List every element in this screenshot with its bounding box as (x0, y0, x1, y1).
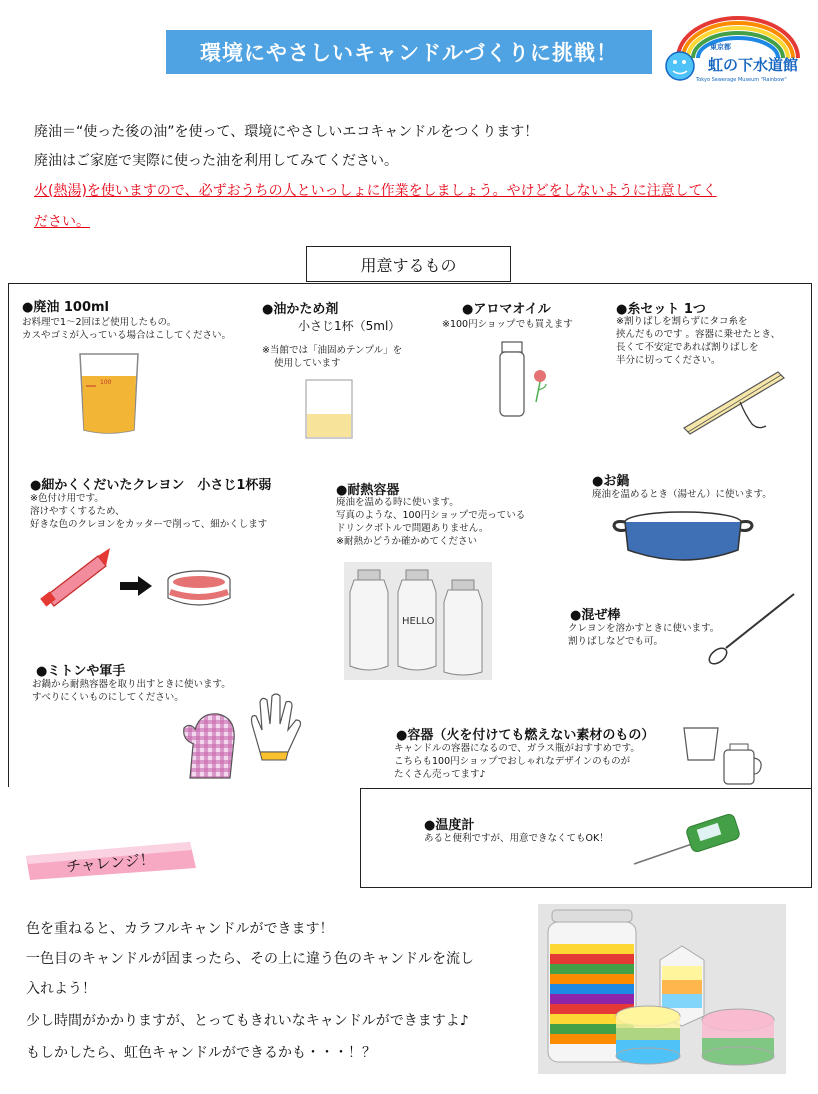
intro-line2: 廃油はご家庭で実際に使った油を利用してみてください。 (34, 153, 398, 169)
container-title: ●容器（火を付けても燃えない素材のもの） (396, 728, 655, 743)
hardener-note-1: ※当館では「油固めテンプル」を (262, 345, 403, 356)
mitten-note-1: お鍋から耐熱容器を取り出すときに使います。 (32, 679, 231, 690)
heatproof-note-4: ※耐熱かどうか確かめてください (336, 536, 477, 547)
challenge-line-3: 入れよう！ (26, 981, 96, 997)
thermometer-title: ●温度計 (424, 818, 475, 833)
work-glove-icon (240, 690, 306, 762)
oil-note-2: カスやゴミが入っている場合はこしてください。 (22, 330, 232, 341)
stirrer-note-1: クレヨンを溶かすときに使います。 (568, 623, 720, 634)
warning-line1: 火(熱湯)を使いますので、必ずおうちの人といっしょに作業をしましょう。やけどをしないように注意してく (34, 183, 717, 199)
container-note-3: たくさん売ってます♪ (394, 769, 486, 780)
logo-line3: Tokyo Sewerage Museum "Rainbow" (696, 77, 787, 83)
crayon-note-2: 溶けやすくするため、 (30, 506, 125, 517)
pot-icon (610, 506, 756, 568)
stirrer-spoon-icon (704, 588, 800, 672)
thermometer-note: あると便利ですが、用意できなくてもOK！ (424, 833, 609, 844)
challenge-line-2: 一色目のキャンドルが固まったら、その上に違う色のキャンドルを流し (26, 951, 474, 967)
mitten-title: ●ミトンや軍手 (36, 664, 126, 679)
hardener-title: ●油かため剤 (262, 302, 339, 317)
crayon-title: ●細かくくだいたクレヨン 小さじ1杯弱 (30, 478, 272, 493)
challenge-line-5: もしかしたら、虹色キャンドルができるかも・・・！？ (26, 1045, 376, 1061)
beaker-oil-icon (72, 346, 146, 436)
mitten-note-2: すべりにくいものにしてください。 (32, 692, 184, 703)
aroma-bottle-icon (494, 340, 558, 420)
challenge-line-4: 少し時間がかかりますが、とってもきれいなキャンドルができますよ♪ (26, 1013, 469, 1029)
oil-title: ●廃油 100ml (22, 300, 110, 315)
rainbow-candles-photo (538, 904, 786, 1074)
hardener-pack-icon (304, 378, 354, 440)
hardener-note-2: 使用しています (274, 358, 341, 369)
wick-note-3: 長くて不安定であれば割りばしを (616, 342, 759, 353)
crayon-note-3: 好きな色のクレヨンをカッターで削って、細かくします (30, 519, 268, 530)
stirrer-title: ●混ぜ棒 (570, 608, 621, 623)
museum-logo (660, 14, 810, 100)
aroma-title: ●アロマオイル (462, 302, 551, 317)
thermometer-icon (630, 810, 744, 870)
arrow-right-icon (120, 576, 152, 596)
heatproof-note-2: 写真のような、100円ショップで売っている (336, 510, 526, 521)
warning-line2: ださい。 (34, 214, 90, 230)
glass-container-icon (680, 724, 770, 790)
wick-note-4: 半分に切ってください。 (616, 355, 721, 366)
page-title: 環境にやさしいキャンドルづくりに挑戦！ (166, 30, 652, 74)
oil-note-1: お料理で1～2回ほど使用したもの。 (22, 317, 177, 328)
heatproof-note-3: ドリンクボトルで問題ありません。 (336, 523, 489, 534)
wick-note-2: 挟んだものです 。容器に乗せたとき、 (616, 329, 781, 340)
chopstick-wick-icon (680, 366, 790, 438)
challenge-line-1: 色を重ねると、カラフルキャンドルができます！ (26, 921, 334, 937)
container-note-2: こちらも100円ショップでおしゃれなデザインのものが (394, 756, 631, 767)
bottle-label: HELLO (402, 616, 435, 627)
challenge-label: チャレンジ！ (65, 850, 156, 876)
container-note-1: キャンドルの容器になるので、ガラス瓶がおすすめです。 (394, 743, 640, 754)
crushed-crayon-dish-icon (164, 566, 234, 612)
beaker-mark: 100 (100, 379, 112, 386)
pot-title: ●お鍋 (592, 474, 630, 489)
heatproof-note-1: 廃油を温める時に使います。 (336, 497, 459, 508)
stirrer-note-2: 割りばしなどでも可。 (568, 636, 664, 647)
logo-line2: 虹の下水道館 (708, 56, 799, 74)
crayon-icon (40, 546, 114, 610)
crayon-note-1: ※色付け用です。 (30, 493, 104, 504)
pot-note: 廃油を温めるとき（湯せん）に使います。 (592, 489, 772, 500)
materials-heading: 用意するもの (306, 246, 511, 282)
wick-note-1: ※割りばしを割らずにタコ糸を (616, 316, 748, 327)
hardener-amount: 小さじ1杯（5ml） (298, 319, 401, 333)
intro-line1: 廃油＝“使った後の油”を使って、環境にやさしいエコキャンドルをつくります！ (34, 124, 539, 140)
logo-line1: 東京都 (710, 43, 731, 51)
mitten-icon (180, 704, 246, 788)
heatproof-bottles-photo (344, 562, 492, 680)
heatproof-title: ●耐熱容器 (336, 483, 400, 498)
wick-title: ●糸セット 1つ (616, 302, 706, 317)
aroma-note: ※100円ショップでも買えます (442, 319, 573, 330)
challenge-tag (26, 842, 196, 880)
